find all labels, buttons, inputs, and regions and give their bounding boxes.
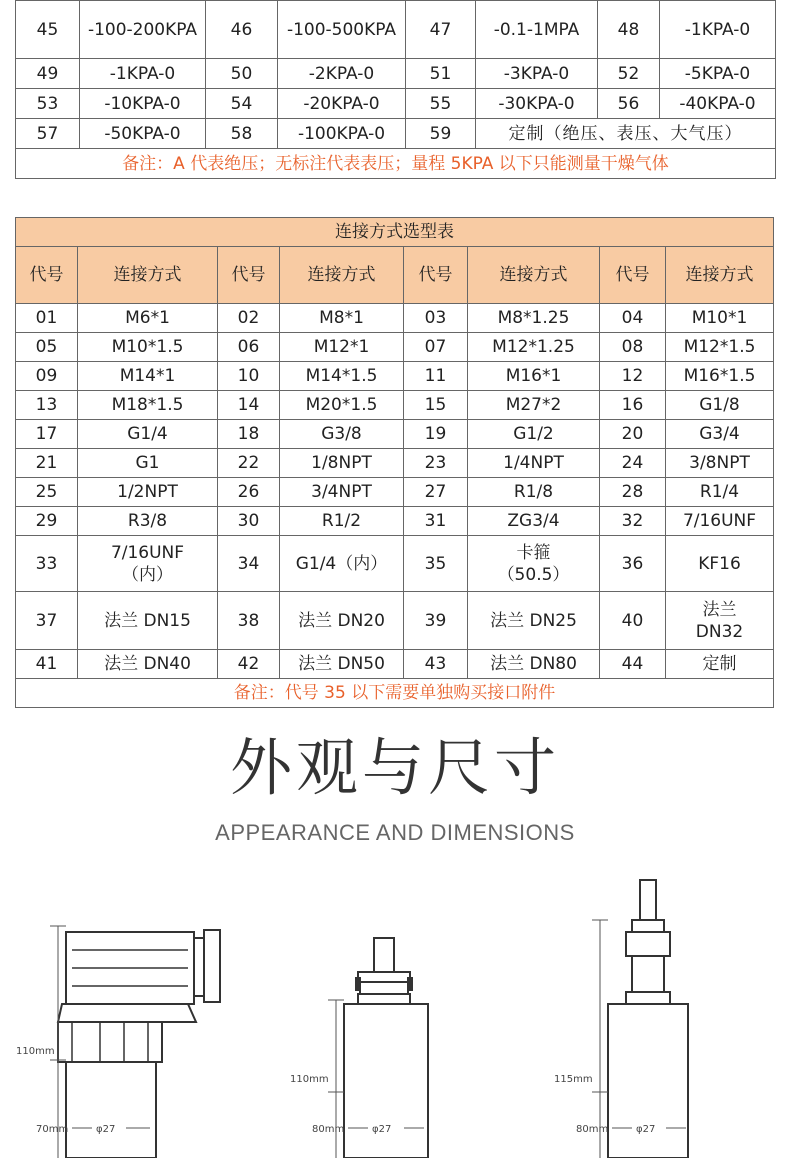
connection-cell: 定制 (666, 650, 774, 679)
code-cell: 19 (404, 420, 468, 449)
connection-cell: M12*1.25 (468, 333, 600, 362)
cable-stub (640, 880, 656, 920)
code-cell: 27 (404, 478, 468, 507)
range-cell: -40KPA-0 (660, 89, 776, 119)
code-cell: 15 (404, 391, 468, 420)
connection-cell: M27*2 (468, 391, 600, 420)
lower-label: 70mm (36, 1124, 69, 1135)
connection-cell: G1 (78, 449, 218, 478)
connector-ring (358, 972, 410, 982)
table-row (16, 391, 774, 420)
range-cell: -50KPA-0 (80, 119, 206, 149)
table-row (16, 333, 774, 362)
code-cell: 32 (600, 507, 666, 536)
code-cell: 54 (206, 89, 278, 119)
connection-cell: M8*1.25 (468, 304, 600, 333)
range-cell: -100KPA-0 (278, 119, 406, 149)
connection-cell: 法兰 DN20 (280, 592, 404, 650)
connection-cell: M10*1 (666, 304, 774, 333)
collar (58, 1004, 196, 1022)
hex-nut (626, 932, 670, 956)
code-cell: 26 (218, 478, 280, 507)
code-cell: 51 (406, 59, 476, 89)
table-row (16, 304, 774, 333)
section-title: 外观与尺寸 (229, 731, 560, 804)
code-cell: 22 (218, 449, 280, 478)
connection-cell: M6*1 (78, 304, 218, 333)
code-cell: 10 (218, 362, 280, 391)
code-cell: 14 (218, 391, 280, 420)
dimension-drawings-svg (0, 860, 790, 1158)
code-cell: 18 (218, 420, 280, 449)
connection-cell: G1/2 (468, 420, 600, 449)
code-cell: 30 (218, 507, 280, 536)
connection-cell: M18*1.5 (78, 391, 218, 420)
connection-cell: R1/4 (666, 478, 774, 507)
connection-cell: M8*1 (280, 304, 404, 333)
code-cell: 44 (600, 650, 666, 679)
code-cell: 06 (218, 333, 280, 362)
connection-cell: G3/4 (666, 420, 774, 449)
code-cell: 16 (600, 391, 666, 420)
code-cell: 55 (406, 89, 476, 119)
connection-cell: M16*1 (468, 362, 600, 391)
range-table (15, 0, 776, 179)
connection-cell: KF16 (666, 536, 774, 592)
code-cell: 45 (16, 1, 80, 59)
table-row (16, 650, 774, 679)
table-row (16, 149, 776, 179)
code-cell: 23 (404, 449, 468, 478)
code-cell: 33 (16, 536, 78, 592)
code-cell: 28 (600, 478, 666, 507)
sensor-body (66, 1062, 156, 1158)
range-cell: -1KPA-0 (660, 1, 776, 59)
column-header: 连接方式 (280, 247, 404, 304)
connection-cell: 法兰 DN40 (78, 650, 218, 679)
code-cell: 46 (206, 1, 278, 59)
connection-cell: 法兰 DN25 (468, 592, 600, 650)
connection-cell: 法兰 DN80 (468, 650, 600, 679)
connection-cell: 法兰 DN50 (280, 650, 404, 679)
connection-cell: ZG3/4 (468, 507, 600, 536)
code-cell: 20 (600, 420, 666, 449)
connection-cell: R1/8 (468, 478, 600, 507)
code-cell: 09 (16, 362, 78, 391)
height-label: 115mm (554, 1074, 593, 1085)
neck (632, 956, 664, 992)
code-cell: 57 (16, 119, 80, 149)
code-cell: 07 (404, 333, 468, 362)
code-cell: 53 (16, 89, 80, 119)
table-title-row (16, 218, 774, 247)
code-cell: 48 (598, 1, 660, 59)
code-cell: 56 (598, 89, 660, 119)
column-header: 代号 (16, 247, 78, 304)
code-cell: 25 (16, 478, 78, 507)
connection-cell: M16*1.5 (666, 362, 774, 391)
code-cell: 35 (404, 536, 468, 592)
code-cell: 41 (16, 650, 78, 679)
height-label: 110mm (16, 1046, 55, 1057)
connection-cell: 1/8NPT (280, 449, 404, 478)
connection-cell: M14*1.5 (280, 362, 404, 391)
connection-note: 备注：代号 35 以下需要单独购买接口附件 (16, 679, 774, 708)
table-row (16, 592, 774, 650)
range-cell: -2KPA-0 (278, 59, 406, 89)
connection-cell: R3/8 (78, 507, 218, 536)
code-cell: 01 (16, 304, 78, 333)
connection-cell: G3/8 (280, 420, 404, 449)
connection-cell: M14*1 (78, 362, 218, 391)
code-cell: 43 (404, 650, 468, 679)
diameter-label: φ27 (372, 1124, 392, 1135)
column-header: 代号 (404, 247, 468, 304)
code-cell: 39 (404, 592, 468, 650)
code-cell: 08 (600, 333, 666, 362)
connector-ring (360, 982, 408, 994)
diameter-label: φ27 (96, 1124, 116, 1135)
table-row (16, 59, 776, 89)
code-cell: 13 (16, 391, 78, 420)
lower-label: 80mm (576, 1124, 609, 1135)
code-cell: 59 (406, 119, 476, 149)
connection-cell: G1/4 (78, 420, 218, 449)
table-row (16, 362, 774, 391)
table-row (16, 420, 774, 449)
connection-table (15, 217, 774, 708)
cable-gland (194, 938, 204, 996)
code-cell: 05 (16, 333, 78, 362)
range-cell: -5KPA-0 (660, 59, 776, 89)
range-note: 备注：A 代表绝压；无标注代表表压；量程 5KPA 以下只能测量干燥气体 (16, 149, 776, 179)
range-cell: -100-200KPA (80, 1, 206, 59)
code-cell: 31 (404, 507, 468, 536)
connection-cell: R1/2 (280, 507, 404, 536)
code-cell: 38 (218, 592, 280, 650)
column-header: 连接方式 (468, 247, 600, 304)
code-cell: 29 (16, 507, 78, 536)
table-row (16, 536, 774, 592)
connection-cell: 7/16UNF（内） (78, 536, 218, 592)
range-cell: 定制（绝压、表压、大气压） (476, 119, 776, 149)
drawing-3 (608, 880, 688, 1158)
code-cell: 12 (600, 362, 666, 391)
code-cell: 50 (206, 59, 278, 89)
code-cell: 42 (218, 650, 280, 679)
column-header: 代号 (600, 247, 666, 304)
range-cell: -20KPA-0 (278, 89, 406, 119)
drawing-1 (58, 930, 220, 1158)
lower-label: 80mm (312, 1124, 345, 1135)
code-cell: 36 (600, 536, 666, 592)
code-cell: 49 (16, 59, 80, 89)
table-row (16, 119, 776, 149)
cable-stub (374, 938, 394, 972)
height-label: 110mm (290, 1074, 329, 1085)
cable-nut (204, 930, 220, 1002)
table-row (16, 1, 776, 59)
code-cell: 03 (404, 304, 468, 333)
connection-cell: G1/4（内） (280, 536, 404, 592)
range-cell: -3KPA-0 (476, 59, 598, 89)
connection-cell: 3/8NPT (666, 449, 774, 478)
code-cell: 34 (218, 536, 280, 592)
diameter-label: φ27 (636, 1124, 656, 1135)
table-row (16, 89, 776, 119)
code-cell: 58 (206, 119, 278, 149)
code-cell: 52 (598, 59, 660, 89)
range-cell: -10KPA-0 (80, 89, 206, 119)
code-cell: 02 (218, 304, 280, 333)
connector-ring (632, 920, 664, 932)
hex-nut (58, 1022, 162, 1062)
range-cell: -30KPA-0 (476, 89, 598, 119)
range-cell: -1KPA-0 (80, 59, 206, 89)
table-header-row (16, 247, 774, 304)
code-cell: 47 (406, 1, 476, 59)
connection-table-title: 连接方式选型表 (16, 218, 774, 247)
section-subtitle: APPEARANCE AND DIMENSIONS (215, 820, 575, 845)
connection-cell: M12*1 (280, 333, 404, 362)
connection-cell: 法兰 DN15 (78, 592, 218, 650)
range-cell: -100-500KPA (278, 1, 406, 59)
code-cell: 24 (600, 449, 666, 478)
table-row (16, 478, 774, 507)
code-cell: 21 (16, 449, 78, 478)
connection-cell: 1/2NPT (78, 478, 218, 507)
column-header: 连接方式 (666, 247, 774, 304)
connection-cell: 3/4NPT (280, 478, 404, 507)
code-cell: 17 (16, 420, 78, 449)
table-row (16, 507, 774, 536)
column-header: 连接方式 (78, 247, 218, 304)
table-row (16, 449, 774, 478)
connector-ring (358, 994, 410, 1004)
code-cell: 37 (16, 592, 78, 650)
connection-cell: G1/8 (666, 391, 774, 420)
connection-cell: M10*1.5 (78, 333, 218, 362)
connection-cell: 1/4NPT (468, 449, 600, 478)
range-cell: -0.1-1MPA (476, 1, 598, 59)
column-header: 代号 (218, 247, 280, 304)
code-cell: 11 (404, 362, 468, 391)
code-cell: 40 (600, 592, 666, 650)
connection-cell: M20*1.5 (280, 391, 404, 420)
code-cell: 04 (600, 304, 666, 333)
connection-cell: 法兰 DN32 (666, 592, 774, 650)
connection-cell: M12*1.5 (666, 333, 774, 362)
connection-cell: 7/16UNF (666, 507, 774, 536)
connector-ring (626, 992, 670, 1004)
dimension-drawings (0, 860, 790, 1158)
connection-cell: 卡箍（50.5） (468, 536, 600, 592)
table-row (16, 679, 774, 708)
